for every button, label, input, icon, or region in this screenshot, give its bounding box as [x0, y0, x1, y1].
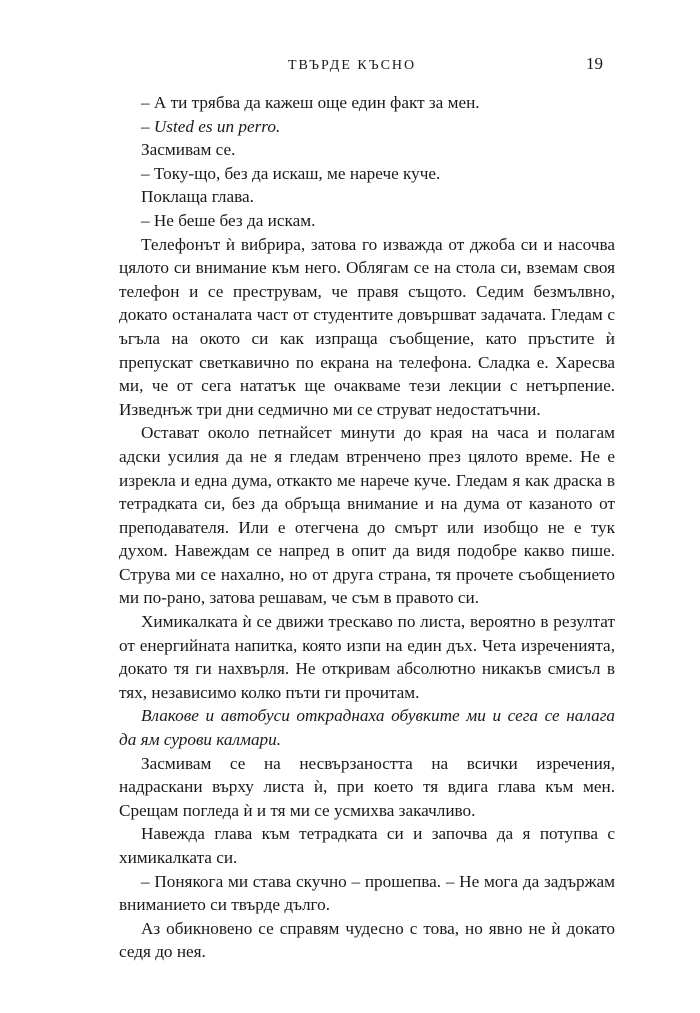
dialogue-line: – Не беше без да искам. — [141, 210, 316, 230]
narration-line: Поклаща глава. — [141, 187, 254, 207]
paragraph: Навежда глава към тетрадката си и започва да я потупва с химикалката си. — [119, 824, 615, 867]
narration-line: Засмивам се. — [141, 140, 236, 160]
paragraph: Засмивам се на несвързаността на всички изречения, надраскани върху листа ѝ, при което тя вдига глава към мен. Срещам погледа ѝ и тя ми се усмихва закачливо. — [119, 753, 615, 820]
paragraph: Химикалката ѝ се движи трескаво по листа, вероятно в резултат от енергийната напитка, която изпи на един дъх. Чета изреченията, докато тя ги нахвърля. Не откривам абсолютно никакъв смисъл в тях, независимо колко пъти ги прочитам. — [119, 612, 615, 702]
paragraph: Аз обикновено се справям чудесно с това, но явно не ѝ докато седя до нея. — [119, 918, 615, 962]
page-number: 19 — [586, 54, 603, 73]
dialogue-line: – Току-що, без да искаш, ме нарече куче. — [141, 163, 441, 183]
dialogue-paragraph: – Понякога ми става скучно – прошепва. – Не мога да задържам вниманието си твърде дълго. — [119, 871, 615, 915]
paragraph: Телефонът ѝ вибрира, затова го изважда от джоба си и насочва цялото си внимание към него. Облягам се на стола си, вземам своя телефон и се преструвам, че правя същото. Седим безмълвно, докато останалата част от студентите довършват задачата. Гледам с ъгъла на окото си как изпраща съобщение, като пръстите ѝ препускат светкавично по екрана на телефона. Сладка е. Харесва ми, че от сега нататък ще очакваме тези лекции с нетърпение. Изведнъж три дни седмично ми се струват недостатъчни. — [119, 234, 615, 419]
paragraph-notebook-quote: Влакове и автобуси откраднаха обувките ми и сега се налага да ям сурови калмари. — [119, 706, 615, 750]
paragraph: Остават около петнайсет минути до края на часа и полагам адски усилия да не я гледам втренчено през цялото време. Не е изрекла и една дума, откакто ме нарече куче. Гледам я как драска в тетрадката си, без да обръща внимание и на дума от казаното от преподавателя. Или е отегчена до смърт или изобщо не е тук духом. Навеждам се напред в опит да видя подобре какво пише. Струва ми се нахално, но от друга страна, тя прочете съобщението ми по-рано, затова решавам, че съм в правото си. — [119, 423, 615, 608]
running-head-title: ТВЪРДЕ КЪСНО — [288, 58, 417, 73]
dialogue-line: – А ти трябва да кажеш още един факт за мен. — [141, 93, 480, 112]
body-text — [119, 91, 615, 964]
dialogue-line-spanish: – Usted es un perro. — [141, 116, 281, 136]
